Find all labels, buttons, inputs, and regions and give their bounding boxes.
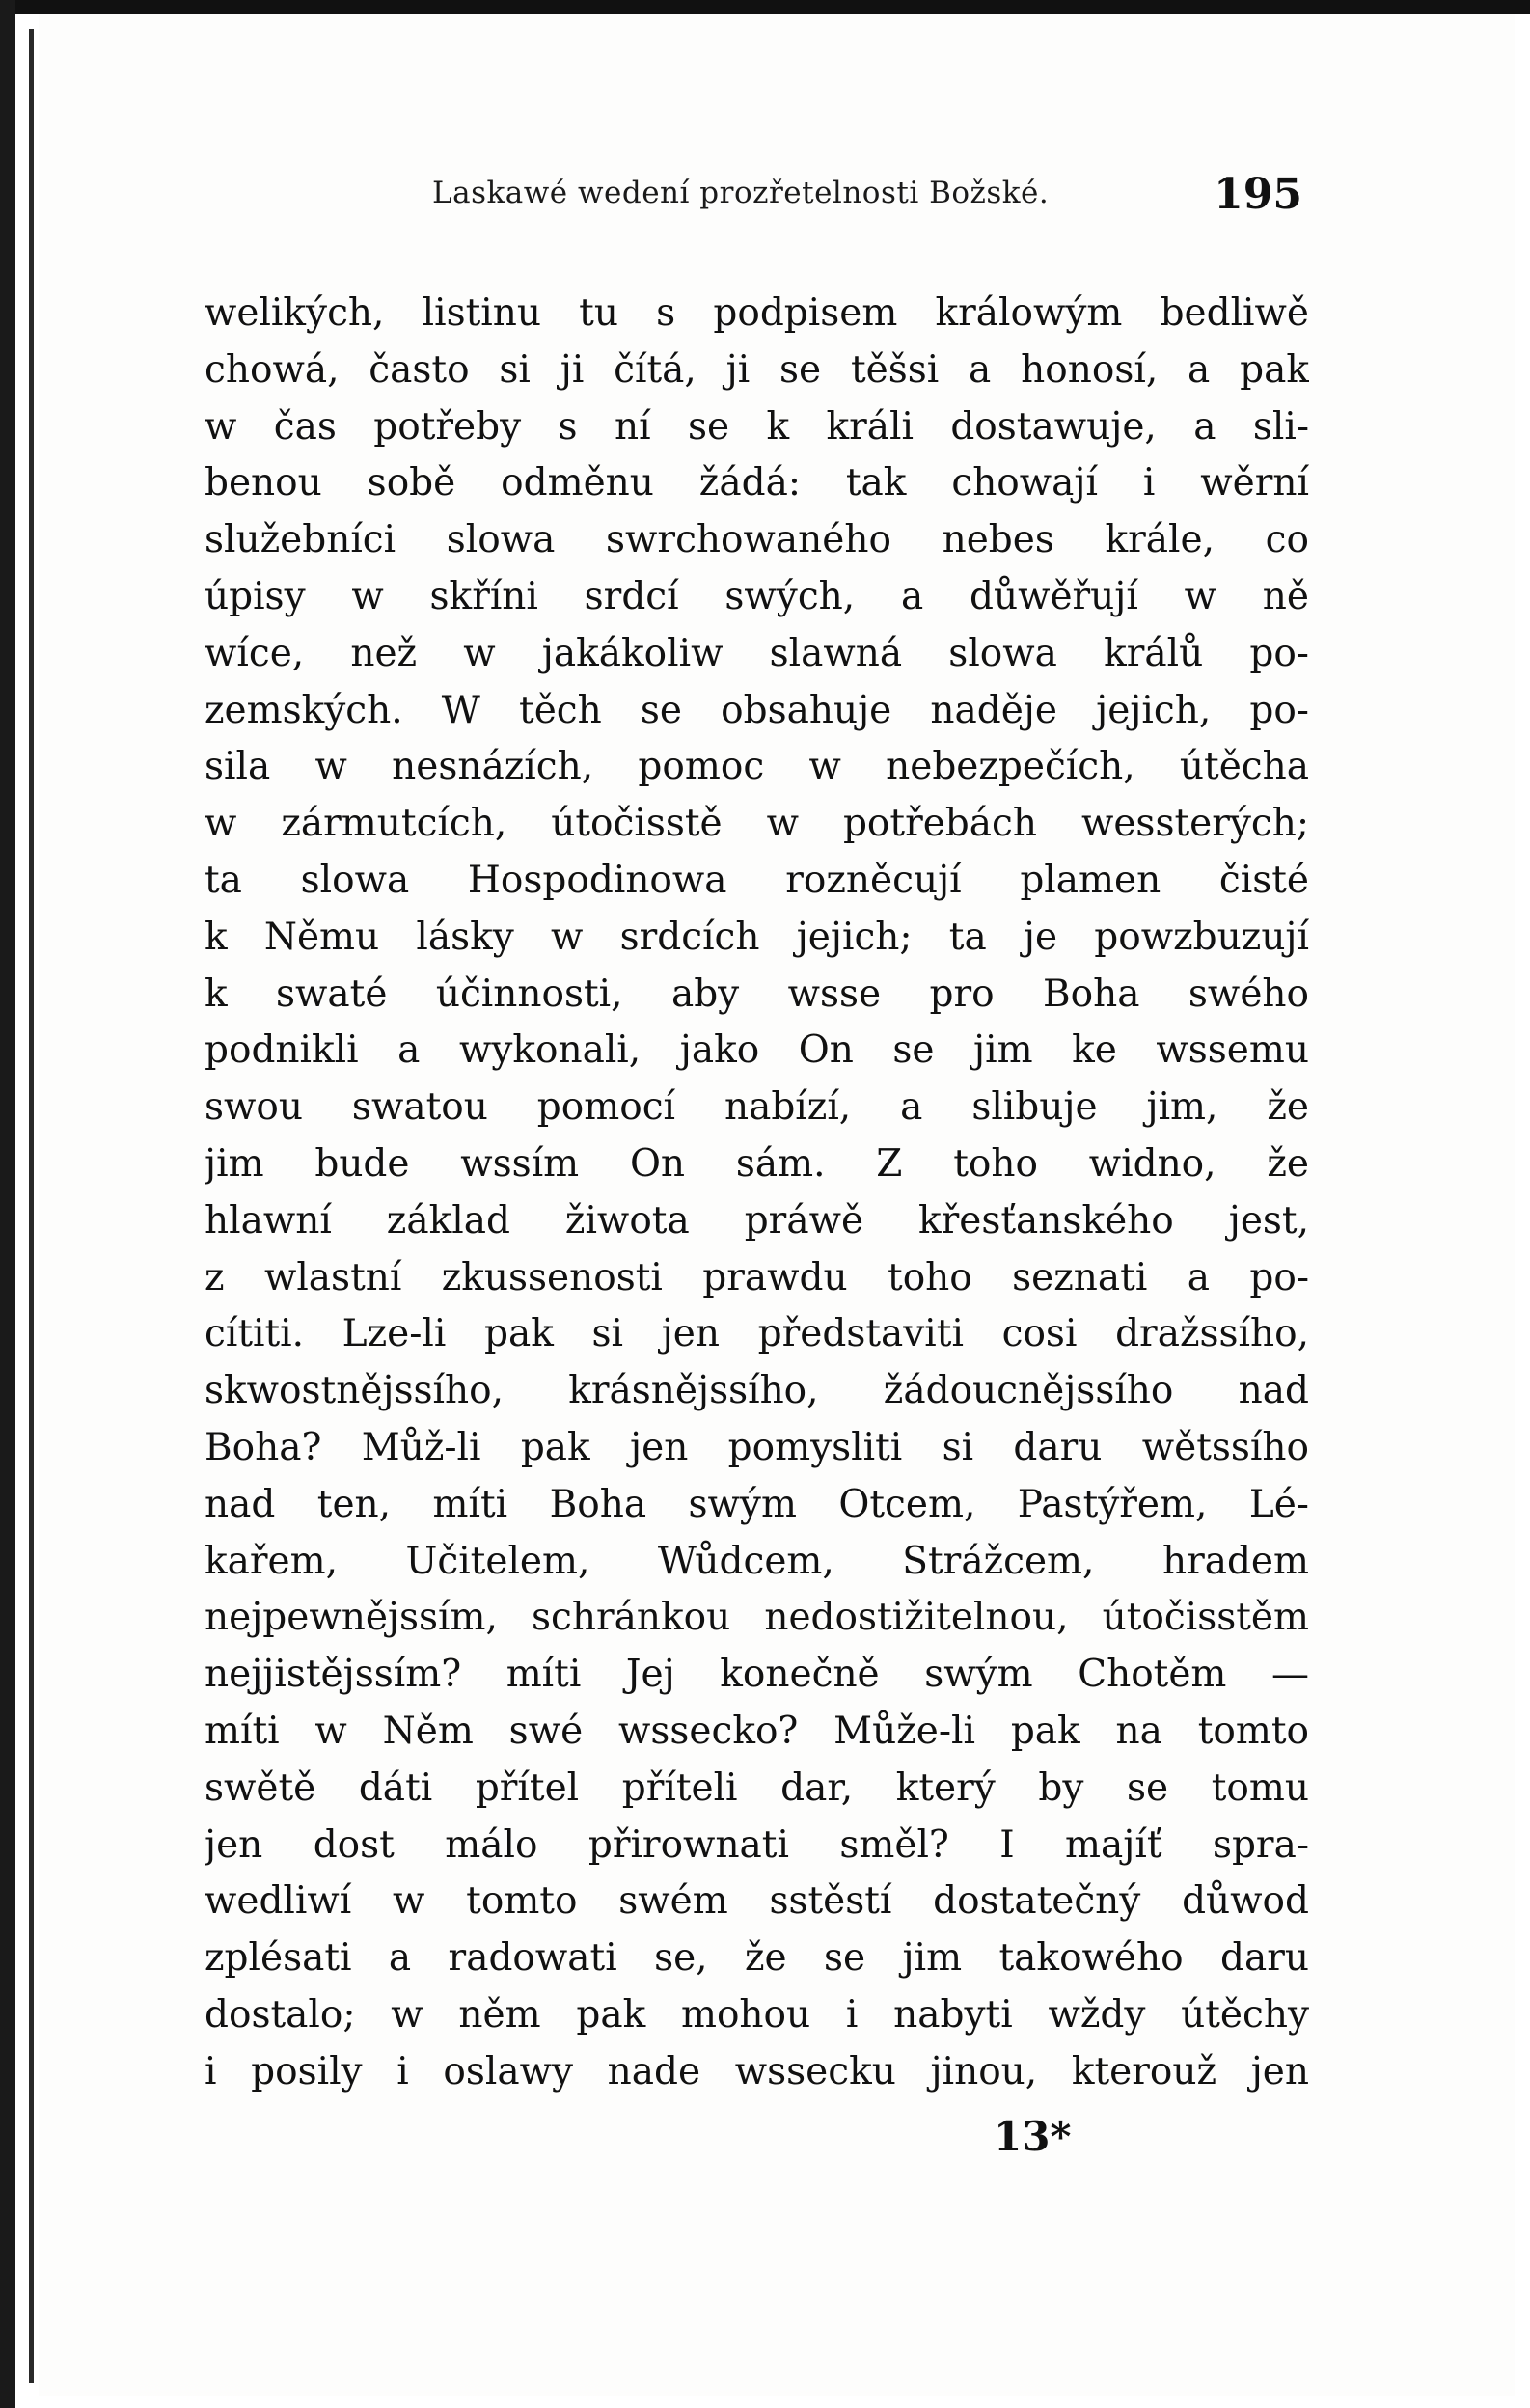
body-text [205,286,1309,2101]
text-line: welikých, listinu tu s podpisem králowým bedliwě [205,291,1309,335]
text-line: chowá, často si ji čítá, ji se těšsi a honosí, a pak [205,347,1309,392]
page-number: 195 [1214,170,1302,219]
text-line: z wlastní zkussenosti prawdu toho seznati a po- [205,1255,1309,1300]
scan-left-edge [0,0,15,2408]
text-line: benou sobě odměnu žádá: tak chowají i wěrní [205,461,1309,506]
text-line: wíce, než w jakákoliw slawná slowa králů po- [205,631,1309,675]
text-line: úpisy w skříni srdcí swých, a důwěřují w ně [205,574,1309,618]
text-line: wedliwí w tomto swém sstěstí dostatečný důwod [205,1879,1309,1924]
text-line: nad ten, míti Boha swým Otcem, Pastýřem, Lé- [205,1482,1309,1526]
text-line: sila w nesnázích, pomoc w nebezpečích, útěcha [205,745,1309,789]
signature-mark: 13* [994,2113,1072,2160]
text-line: zemských. W těch se obsahuje naděje jejich, po- [205,688,1309,732]
text-line: jen dost málo přirownati směl? I majíť spra- [205,1822,1309,1867]
text-line: jim bude wssím On sám. Z toho widno, že [205,1141,1309,1186]
text-line: i posily i oslawy nade wssecku jinou, kterouž jen [205,2049,1309,2093]
text-line: míti w Něm swé wssecko? Může-li pak na tomto [205,1709,1309,1753]
binding-gutter [29,29,34,2383]
text-line: cítiti. Lze-li pak si jen představiti cosi dražssího, [205,1312,1309,1356]
text-line: podnikli a wykonali, jako On se jim ke wssemu [205,1028,1309,1073]
text-line: skwostnějssího, krásnějssího, žádoucnějssího nad [205,1369,1309,1413]
scan-top-edge [0,0,1530,14]
running-title: Laskawé wedení prozřetelnosti Božské. [432,176,1050,210]
text-line: služebníci slowa swrchowaného nebes krále, co [205,518,1309,562]
text-line: ta slowa Hospodinowa rozněcují plamen čisté [205,858,1309,902]
text-line: nejpewnějssím, schránkou nedostižitelnou, útočisstěm [205,1596,1309,1640]
text-line: dostalo; w něm pak mohou i nabyti wždy útěchy [205,1992,1309,2037]
text-line: k Němu lásky w srdcích jejich; ta je powzbuzují [205,915,1309,959]
text-line: kařem, Učitelem, Wůdcem, Strážcem, hradem [205,1539,1309,1583]
text-line: zplésati a radowati se, že se jim takowého daru [205,1936,1309,1981]
text-line: hlawní základ žiwota práwě křesťanského jest, [205,1198,1309,1243]
text-line: swětě dáti přítel příteli dar, který by se tomu [205,1765,1309,1810]
text-line: k swaté účinnosti, aby wsse pro Boha swého [205,971,1309,1016]
text-line: swou swatou pomocí nabízí, a slibuje jim, že [205,1085,1309,1130]
text-line: w čas potřeby s ní se k králi dostawuje, a sli- [205,404,1309,449]
text-line: nejjistějssím? míti Jej konečně swým Chotěm — [205,1653,1309,1697]
text-line: Boha? Můž-li pak jen pomysliti si daru wětssího [205,1425,1309,1469]
text-line: w zármutcích, útočisstě w potřebách wessterých; [205,802,1309,846]
